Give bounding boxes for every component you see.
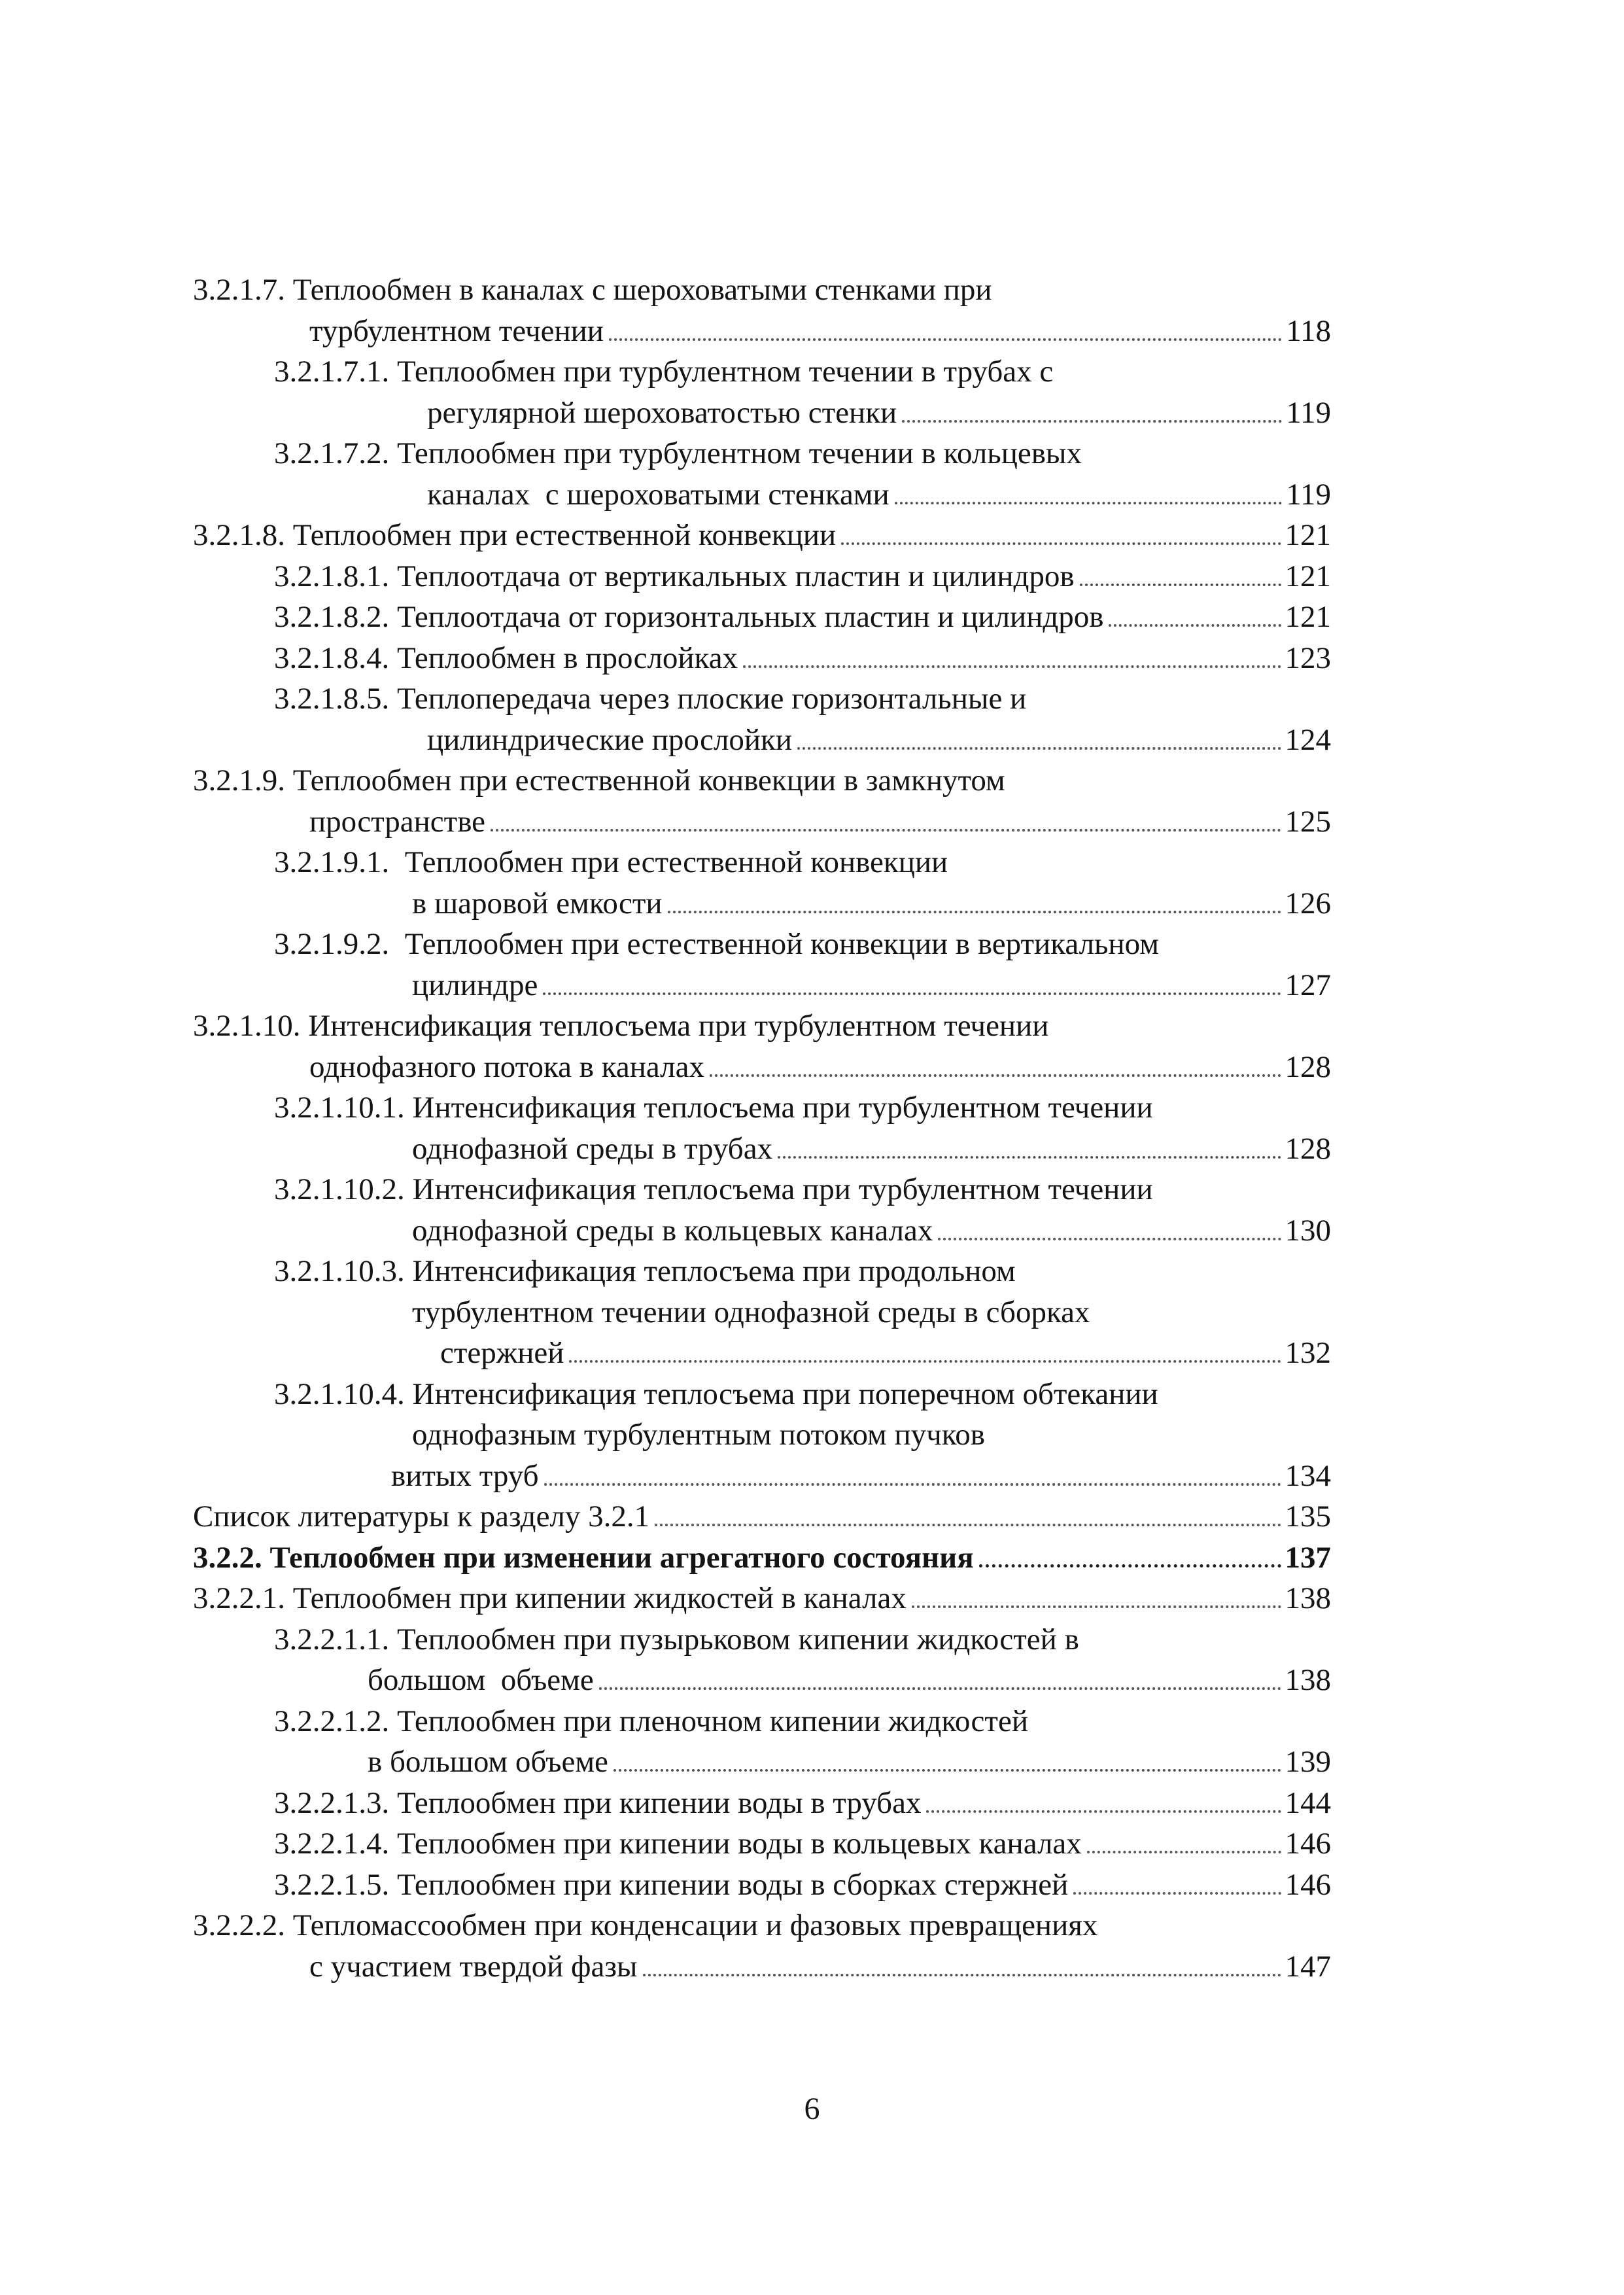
toc-entry-title: каналах с шероховатыми стенками <box>427 477 890 512</box>
toc-entry-number: 3.2.2. <box>193 1540 262 1575</box>
toc-entry[interactable] <box>193 1087 1331 1129</box>
toc-entry-page: 121 <box>1285 600 1331 634</box>
toc-entry[interactable] <box>193 678 1331 720</box>
toc-entry[interactable] <box>193 1823 1331 1865</box>
dot-leader <box>609 338 1282 341</box>
toc-entry[interactable] <box>193 842 1331 883</box>
dot-leader <box>902 420 1282 423</box>
toc-entry-page: 125 <box>1285 804 1331 839</box>
dot-leader <box>926 1810 1281 1813</box>
toc-entry[interactable] <box>193 433 1331 474</box>
toc-entry[interactable] <box>193 351 1331 393</box>
toc-entry-number: 3.2.1.9. <box>193 763 285 797</box>
toc-entry-continuation[interactable] <box>193 1456 1331 1497</box>
toc-entry-page: 126 <box>1285 886 1331 920</box>
toc-entry-number: 3.2.1.10. <box>193 1009 301 1043</box>
toc-entry[interactable] <box>193 1169 1331 1210</box>
toc-entry-continuation[interactable] <box>193 801 1331 843</box>
dot-leader <box>979 1564 1281 1568</box>
dot-leader <box>912 1605 1281 1608</box>
toc-entry-title: большом объеме <box>368 1663 594 1697</box>
dot-leader <box>895 502 1283 504</box>
toc-entry-number: 3.2.2.1.2. <box>274 1704 390 1738</box>
dot-leader <box>643 1974 1281 1976</box>
toc-entry-page: 121 <box>1285 518 1331 552</box>
toc-entry-number: 3.2.1.9.2. <box>274 927 390 961</box>
dot-leader <box>1087 1851 1281 1853</box>
toc-entry-title: Теплопередача через плоские горизонтальные и <box>397 682 1027 716</box>
dot-leader <box>569 1360 1281 1363</box>
toc-entry-number: 3.2.1.8.5. <box>274 682 390 716</box>
toc-entry-title: в большом объеме <box>368 1745 608 1779</box>
toc-entry-title: Теплообмен при кипении жидкостей в каналах <box>292 1581 907 1615</box>
toc-entry[interactable] <box>193 1006 1331 1047</box>
toc-entry-number: 3.2.1.7. <box>193 273 285 307</box>
toc-entry-number: 3.2.1.8. <box>193 518 285 552</box>
toc-entry-title: Теплообмен при турбулентном течении в трубах с <box>397 355 1054 389</box>
dot-leader <box>544 1483 1281 1486</box>
toc-entry-page: 128 <box>1285 1049 1331 1084</box>
toc-entry-title: Интенсификация теплосъема при продольном <box>412 1254 1016 1288</box>
toc-entry-title: Теплообмен в прослойках <box>397 640 738 675</box>
toc-entry[interactable] <box>193 1374 1331 1415</box>
toc-entry[interactable] <box>193 1578 1331 1619</box>
toc-entry[interactable] <box>193 1783 1331 1824</box>
toc-entry[interactable] <box>193 638 1331 679</box>
toc-entry-continuation[interactable] <box>193 1414 1331 1456</box>
dot-leader <box>668 911 1281 913</box>
toc-entry-page: 123 <box>1285 640 1331 675</box>
toc-entry-title: Интенсификация теплосъема при турбулентном течении <box>412 1091 1153 1125</box>
toc-entry-number: 3.2.1.9.1. <box>274 845 390 879</box>
toc-entry-continuation[interactable] <box>193 720 1331 761</box>
toc-entry-number: 3.2.1.8.2. <box>274 600 390 634</box>
toc-entry-title: с участием твердой фазы <box>309 1949 638 1984</box>
toc-entry-references[interactable] <box>193 1496 1331 1537</box>
toc-entry[interactable] <box>193 515 1331 556</box>
dot-leader <box>841 542 1281 545</box>
toc-entry-title: цилиндрические прослойки <box>427 722 793 757</box>
toc-entry-title: Список литературы к разделу 3.2.1 <box>193 1499 650 1533</box>
toc-entry-page: 118 <box>1286 313 1331 348</box>
toc-entry-number: 3.2.2.1.1. <box>274 1622 390 1656</box>
toc-entry-page: 146 <box>1285 1867 1331 1902</box>
toc-entry-title: Теплообмен при кипении воды в трубах <box>397 1785 922 1820</box>
toc-entry-title: Теплообмен в каналах с шероховатыми стенками при <box>292 273 992 307</box>
toc-entry-page: 130 <box>1285 1213 1331 1248</box>
toc-entry[interactable] <box>193 597 1331 638</box>
toc-entry-title: турбулентном течении <box>309 313 604 348</box>
toc-entry-number: 3.2.1.8.4. <box>274 640 390 675</box>
dot-leader <box>743 665 1281 668</box>
toc-entry-title: однофазным турбулентным потоком пучков <box>412 1418 985 1452</box>
toc-entry-page: 137 <box>1285 1540 1331 1575</box>
toc-entry-title: однофазного потока в каналах <box>309 1049 704 1084</box>
toc-entry-title: регулярной шероховатостью стенки <box>427 395 897 430</box>
toc-entry-number: 3.2.1.10.3. <box>274 1254 405 1288</box>
page-number: 6 <box>804 2092 820 2126</box>
toc-entry-continuation[interactable] <box>193 1946 1331 1988</box>
dot-leader <box>613 1769 1281 1772</box>
toc-entry-title: Теплообмен при естественной конвекции в замкнутом <box>292 763 1005 797</box>
toc-entry[interactable] <box>193 760 1331 801</box>
toc-entry[interactable] <box>193 556 1331 597</box>
toc-entry-continuation[interactable] <box>193 1292 1331 1333</box>
toc-entry[interactable] <box>193 1865 1331 1906</box>
toc-entry-title: Теплообмен при естественной конвекции <box>292 518 837 552</box>
toc-entry-title: пространстве <box>309 804 485 839</box>
toc-entry-continuation[interactable] <box>193 1210 1331 1252</box>
dot-leader <box>543 992 1281 995</box>
toc-entry-title: Теплообмен при изменении агрегатного состояния <box>269 1540 974 1575</box>
toc-entry-page: 127 <box>1285 968 1331 1002</box>
dot-leader <box>710 1074 1281 1077</box>
toc-entry-title: Теплообмен при естественной конвекции в вертикальном <box>404 927 1159 961</box>
dot-leader <box>778 1156 1281 1159</box>
toc-entry-number: 3.2.1.8.1. <box>274 559 390 593</box>
toc-entry-title: Теплообмен при естественной конвекции <box>404 845 948 879</box>
toc-entry-continuation[interactable] <box>193 1660 1331 1701</box>
toc-entry-title: Тепломассообмен при конденсации и фазовых превращениях <box>292 1908 1098 1942</box>
toc-entry-continuation[interactable] <box>193 311 1331 352</box>
toc-entry-page: 119 <box>1286 477 1331 512</box>
dot-leader <box>1080 584 1281 586</box>
toc-entry-number: 3.2.1.10.1. <box>274 1091 405 1125</box>
dot-leader <box>938 1238 1281 1240</box>
toc-entry-title: турбулентном течении однофазной среды в сборках <box>412 1295 1090 1329</box>
toc-entry-page: 146 <box>1285 1827 1331 1861</box>
toc-entry-number: 3.2.1.10.2. <box>274 1172 405 1206</box>
toc-entry-page: 119 <box>1286 395 1331 430</box>
toc-entry-title: Теплообмен при кипении воды в сборках стержней <box>397 1867 1069 1902</box>
toc-entry[interactable] <box>193 924 1331 965</box>
dot-leader <box>797 747 1281 750</box>
toc-entry-title: Интенсификация теплосъема при турбулентном течении <box>308 1009 1049 1043</box>
toc-entry-continuation[interactable] <box>193 1129 1331 1170</box>
toc-entry[interactable] <box>193 1701 1331 1742</box>
toc-entry-number: 3.2.2.1.4. <box>274 1827 390 1861</box>
toc-entry-page: 147 <box>1285 1949 1331 1984</box>
toc-entry-continuation[interactable] <box>193 1047 1331 1088</box>
toc-entry-title: Теплообмен при кипении воды в кольцевых каналах <box>397 1827 1082 1861</box>
dot-leader <box>1073 1892 1281 1895</box>
table-of-contents <box>193 270 1331 1987</box>
toc-entry-number: 3.2.2.1.5. <box>274 1867 390 1902</box>
toc-entry[interactable] <box>193 1251 1331 1292</box>
toc-entry-continuation[interactable] <box>193 474 1331 516</box>
toc-entry-title: Теплообмен при турбулентном течении в кольцевых <box>397 436 1082 470</box>
toc-entry-page: 144 <box>1285 1785 1331 1820</box>
toc-entry-title: Теплообмен при пузырьковом кипении жидкостей в <box>397 1622 1079 1656</box>
toc-entry-title: цилиндре <box>412 968 538 1002</box>
toc-entry[interactable] <box>193 1619 1331 1660</box>
toc-entry-page: 134 <box>1285 1458 1331 1493</box>
toc-entry-page: 121 <box>1285 559 1331 593</box>
toc-entry-title: стержней <box>440 1336 564 1370</box>
toc-entry-page: 139 <box>1285 1745 1331 1779</box>
dot-leader <box>599 1687 1281 1690</box>
toc-entry[interactable] <box>193 270 1331 311</box>
toc-entry-title: Интенсификация теплосъема при поперечном обтекании <box>412 1376 1158 1411</box>
toc-entry-continuation[interactable] <box>193 1742 1331 1783</box>
toc-entry-page: 124 <box>1285 722 1331 757</box>
toc-entry-title: однофазной среды в кольцевых каналах <box>412 1213 933 1248</box>
dot-leader <box>655 1524 1281 1526</box>
toc-entry-page: 135 <box>1285 1499 1331 1533</box>
toc-entry-number: 3.2.1.10.4. <box>274 1376 405 1411</box>
toc-entry-continuation[interactable] <box>193 883 1331 924</box>
toc-entry-page: 138 <box>1285 1581 1331 1615</box>
dot-leader <box>491 829 1281 832</box>
toc-entry-page: 138 <box>1285 1663 1331 1697</box>
toc-entry-title: Теплообмен при пленочном кипении жидкостей <box>397 1704 1028 1738</box>
toc-entry-title: однофазной среды в трубах <box>412 1131 773 1166</box>
toc-entry-page: 132 <box>1285 1336 1331 1370</box>
toc-entry-number: 3.2.2.1. <box>193 1581 285 1615</box>
toc-entry-continuation[interactable] <box>193 393 1331 434</box>
toc-entry-title: витых труб <box>391 1458 539 1493</box>
toc-entry-number: 3.2.2.1.3. <box>274 1785 390 1820</box>
toc-section-heading[interactable] <box>193 1537 1331 1579</box>
toc-entry-title: Теплоотдача от горизонтальных пластин и цилиндров <box>397 600 1104 634</box>
toc-entry-number: 3.2.1.7.1. <box>274 355 390 389</box>
toc-entry-continuation[interactable] <box>193 965 1331 1006</box>
dot-leader <box>1109 624 1281 627</box>
toc-entry-title: Интенсификация теплосъема при турбулентном течении <box>412 1172 1153 1206</box>
toc-entry-continuation[interactable] <box>193 1333 1331 1374</box>
toc-entry-page: 128 <box>1285 1131 1331 1166</box>
toc-entry-number: 3.2.1.7.2. <box>274 436 390 470</box>
toc-entry[interactable] <box>193 1905 1331 1946</box>
toc-entry-title: Теплоотдача от вертикальных пластин и цилиндров <box>397 559 1075 593</box>
toc-entry-number: 3.2.2.2. <box>193 1908 285 1942</box>
toc-entry-title: в шаровой емкости <box>412 886 663 920</box>
